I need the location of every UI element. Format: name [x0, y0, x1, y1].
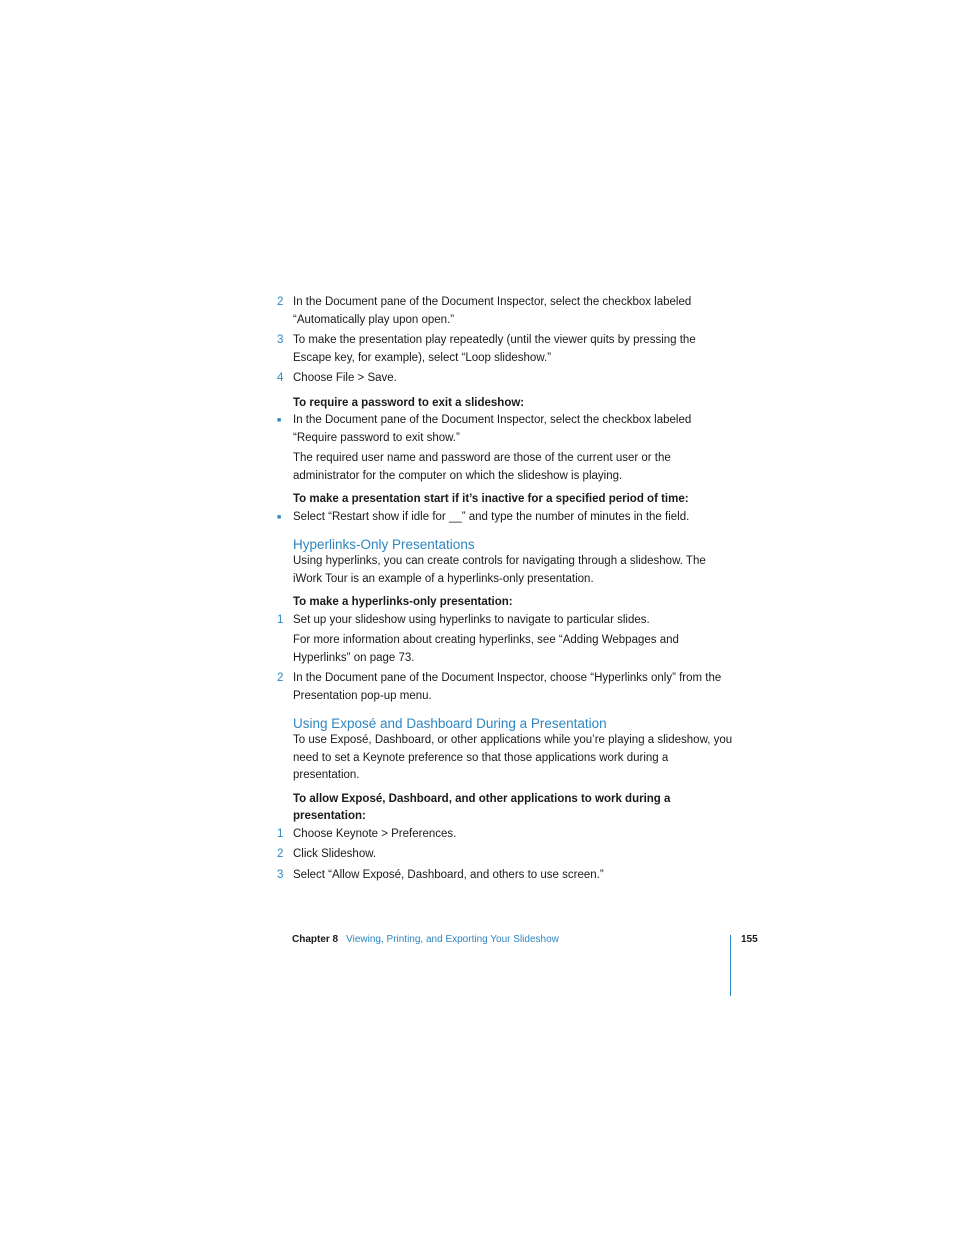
bullet-text: In the Document pane of the Document Inspector, select the checkbox labeled “Require password to exit show.”: [293, 414, 692, 444]
step-item: [277, 670, 733, 705]
task-heading: To allow Exposé, Dashboard, and other applications to work during a presentation:: [293, 792, 671, 822]
step-item: [277, 846, 733, 864]
step-number: 3: [277, 334, 284, 346]
step-number: 2: [277, 672, 284, 684]
note-paragraph: For more information about creating hyperlinks, see “Adding Webpages and Hyperlinks” on page 73.: [293, 634, 679, 664]
page-number: 155: [741, 934, 758, 945]
task-heading: To require a password to exit a slideshow:: [293, 396, 525, 409]
page-footer: [292, 933, 559, 947]
task-heading: To make a hyperlinks-only presentation:: [293, 596, 513, 608]
step-text: Click Slideshow.: [293, 848, 377, 860]
step-number: 1: [277, 827, 284, 840]
step-text: To make the presentation play repeatedly (until the viewer quits by pressing the Escape key, for example), select “Loop slideshow.”: [293, 334, 696, 364]
step-item: [277, 370, 733, 388]
section-title: Using Exposé and Dashboard During a Presentation: [293, 716, 607, 731]
chapter-label: Chapter 8: [292, 934, 339, 945]
step-number: 3: [277, 868, 284, 881]
step-text: Select “Allow Exposé, Dashboard, and others to use screen.”: [293, 868, 604, 881]
step-item: [277, 826, 733, 844]
chapter-title: Viewing, Printing, and Exporting Your Slideshow: [346, 934, 559, 945]
task-heading: To make a presentation start if it’s inactive for a specified period of time:: [293, 493, 689, 505]
step-number: 4: [277, 372, 284, 384]
page-content: [277, 294, 733, 884]
intro-paragraph: Using hyperlinks, you can create controls for navigating through a slideshow. The iWork Tour is an example of a hyperlinks-only presentation.: [293, 555, 706, 585]
intro-paragraph: To use Exposé, Dashboard, or other applications while you’re playing a slideshow, you need to set a Keynote preference so that those applications work during a presentation.: [293, 734, 733, 781]
square-bullet-icon: ■: [277, 417, 282, 424]
step-item: [277, 332, 733, 367]
step-text: In the Document pane of the Document Inspector, choose “Hyperlinks only” from the Presentation pop-up menu.: [293, 672, 722, 702]
section-title: Hyperlinks-Only Presentations: [293, 537, 475, 552]
step-item: [277, 612, 733, 630]
step-number: 2: [277, 296, 284, 308]
step-number: 1: [277, 613, 284, 626]
step-text: In the Document pane of the Document Inspector, select the checkbox labeled “Automatically play upon open.”: [293, 296, 692, 326]
note-paragraph: The required user name and password are those of the current user or the administrator for the computer on which the slideshow is playing.: [293, 452, 671, 482]
footer-divider: [730, 935, 731, 996]
square-bullet-icon: ■: [277, 513, 282, 521]
step-item: [277, 294, 733, 329]
step-text: Choose Keynote > Preferences.: [293, 827, 457, 840]
step-number: 2: [277, 848, 284, 860]
bullet-item: [277, 509, 733, 527]
bullet-item: [277, 412, 733, 447]
bullet-text: Select “Restart show if idle for __” and type the number of minutes in the field.: [293, 510, 690, 523]
step-text: Set up your slideshow using hyperlinks to navigate to particular slides.: [293, 613, 650, 626]
step-item: [277, 867, 733, 885]
step-text: Choose File > Save.: [293, 372, 397, 384]
